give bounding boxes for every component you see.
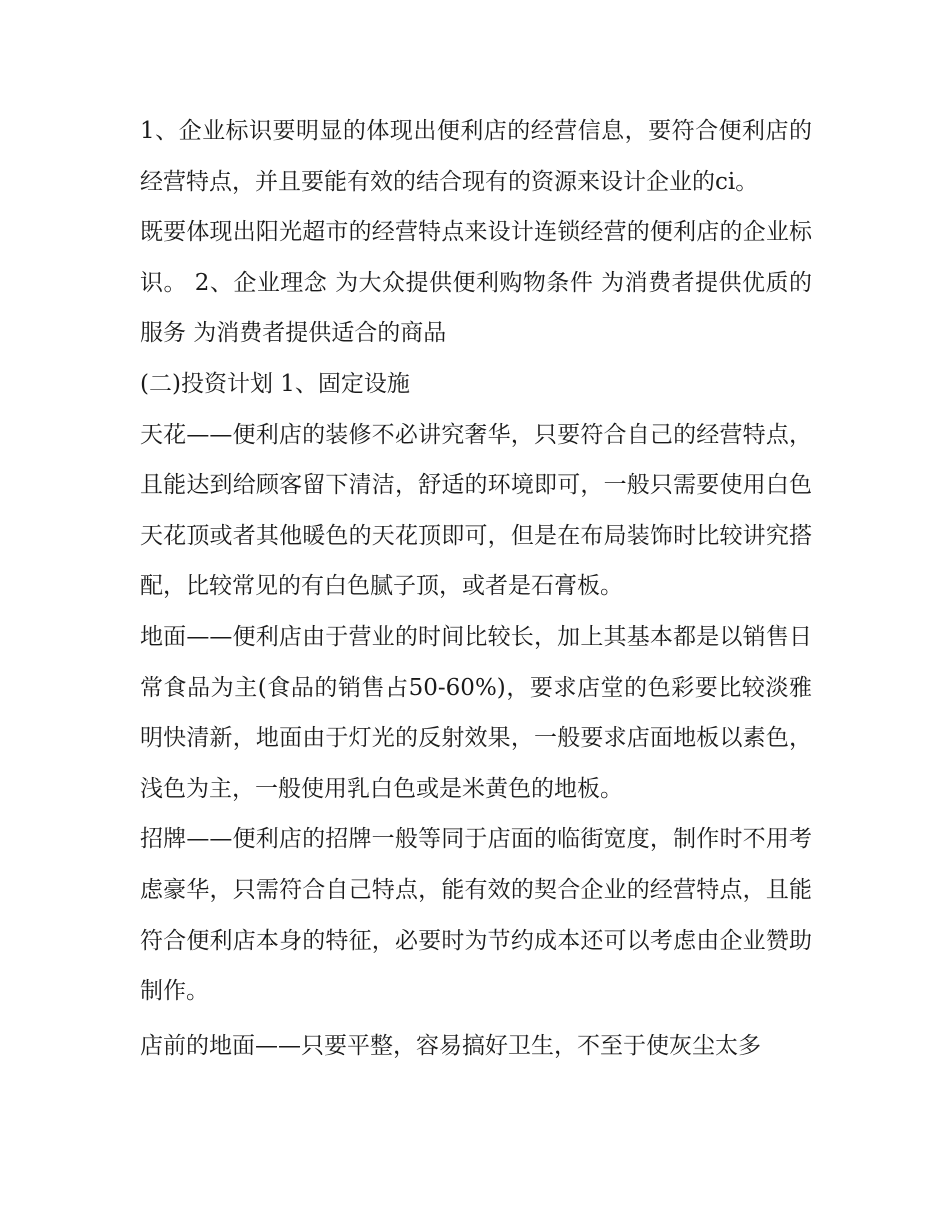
paragraph-storefront-ground: 店前的地面——只要平整，容易搞好卫生，不至于使灰尘太多 xyxy=(140,1032,761,1059)
document-page xyxy=(140,106,812,1071)
section-heading-investment-plan: (二)投资计划 1、固定设施 xyxy=(140,370,410,397)
paragraph-corporate-identity: 1、企业标识要明显的体现出便利店的经营信息，要符合便利店的经营特点，并且要能有效的结合现有的资源来设计企业的ci。 xyxy=(140,118,812,195)
paragraph-ceiling: 天花——便利店的装修不必讲究奢华，只要符合自己的经营特点，且能达到给顾客留下清洁，舒适的环境即可，一般只需要使用白色天花顶或者其他暖色的天花顶即可，但是在布局装饰时比较讲究搭配，比较常见的有白色腻子顶，或者是石膏板。 xyxy=(140,421,812,600)
paragraph-corporate-philosophy: 既要体现出阳光超市的经营特点来设计连锁经营的便利店的企业标识。 2、企业理念 为大众提供便利购物条件 为消费者提供优质的服务 为消费者提供适合的商品 xyxy=(140,219,812,347)
paragraph-floor: 地面——便利店由于营业的时间比较长，加上其基本都是以销售日常食品为主(食品的销售占50-60%)，要求店堂的色彩要比较淡雅明快清新，地面由于灯光的反射效果，一般要求店面地板以素色，浅色为主，一般使用乳白色或是米黄色的地板。 xyxy=(140,623,812,802)
paragraph-signboard: 招牌——便利店的招牌一般等同于店面的临街宽度，制作时不用考虑豪华，只需符合自己特点，能有效的契合企业的经营特点，且能符合便利店本身的特征，必要时为节约成本还可以考虑由企业赞助制作。 xyxy=(140,826,812,1005)
